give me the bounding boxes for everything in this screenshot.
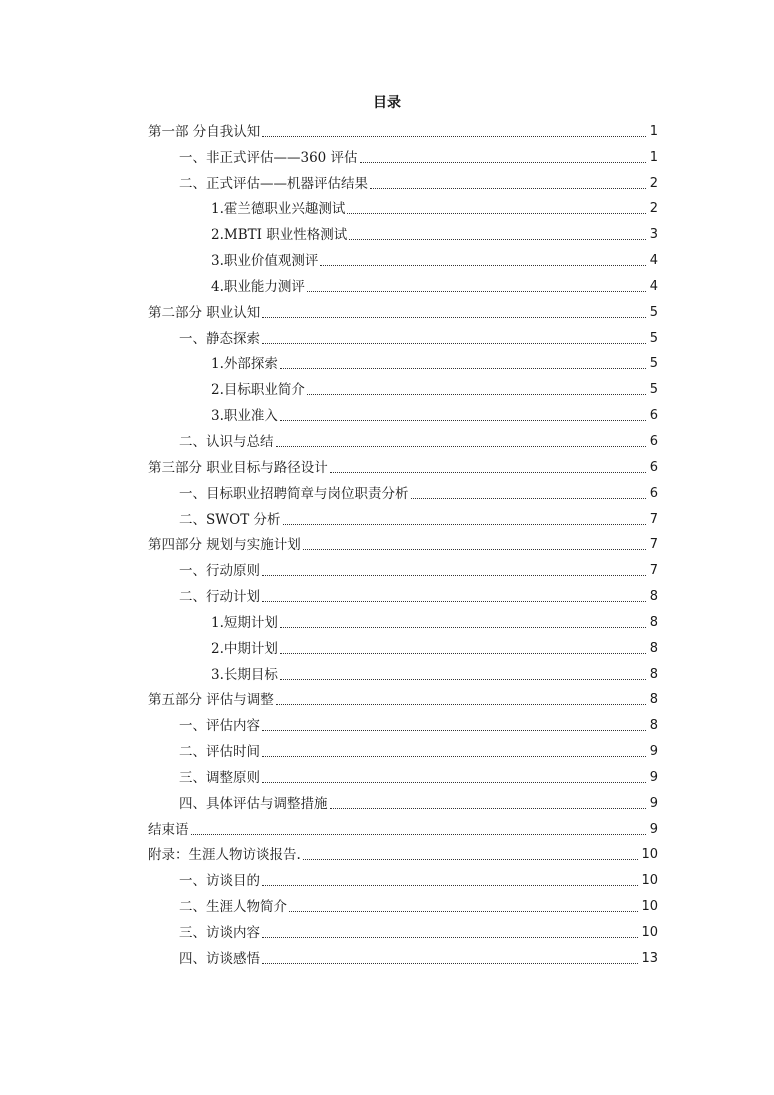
- dot-leader: [289, 911, 638, 912]
- table-of-contents: [148, 117, 658, 970]
- toc-entry-page-number: 6: [649, 485, 658, 501]
- toc-entry-label: 一、行动原则: [179, 563, 260, 580]
- toc-entry[interactable]: [148, 169, 658, 195]
- toc-entry-page-number: 8: [649, 640, 658, 656]
- toc-entry-page-number: 6: [649, 459, 658, 475]
- toc-entry[interactable]: [148, 815, 658, 841]
- toc-entry-label: 2.目标职业简介: [211, 382, 305, 399]
- toc-entry-label: 4.职业能力测评: [211, 278, 305, 295]
- toc-entry-page-number: 10: [641, 925, 658, 940]
- dot-leader: [276, 446, 647, 447]
- toc-entry[interactable]: [148, 324, 658, 350]
- dot-leader: [280, 368, 646, 369]
- toc-entry[interactable]: [148, 531, 658, 557]
- toc-entry-label: 二、评估时间: [179, 744, 260, 761]
- toc-entry-label: 二、行动计划: [179, 589, 260, 606]
- toc-entry-label: 一、访谈目的: [179, 873, 260, 890]
- toc-entry[interactable]: [148, 918, 658, 944]
- toc-entry-label: 三、调整原则: [179, 769, 260, 786]
- dot-leader: [280, 420, 646, 421]
- toc-entry-label: 第三部分 职业目标与路径设计: [148, 459, 328, 476]
- dot-leader: [330, 472, 646, 473]
- dot-leader: [349, 239, 646, 240]
- dot-leader: [307, 394, 646, 395]
- toc-entry-page-number: 5: [649, 382, 658, 398]
- dot-leader: [283, 524, 647, 525]
- toc-entry[interactable]: [148, 479, 658, 505]
- toc-entry[interactable]: [148, 841, 658, 867]
- toc-entry-label: 1.霍兰德职业兴趣测试: [211, 201, 346, 218]
- toc-entry-page-number: 13: [641, 950, 658, 966]
- toc-entry[interactable]: [148, 453, 658, 479]
- dot-leader: [262, 575, 646, 576]
- dot-leader: [262, 317, 646, 318]
- dot-leader: [307, 291, 646, 292]
- toc-entry-label: 四、具体评估与调整措施: [179, 795, 328, 812]
- toc-entry-label: 第二部分 职业认知: [148, 304, 261, 321]
- toc-entry[interactable]: [148, 350, 658, 376]
- toc-entry-page-number: 8: [649, 589, 658, 605]
- toc-entry[interactable]: [148, 195, 658, 221]
- toc-entry[interactable]: [148, 401, 658, 427]
- toc-entry-page-number: 2: [649, 175, 658, 191]
- toc-entry-label: 二、生涯人物简介: [179, 899, 287, 916]
- toc-entry[interactable]: [148, 634, 658, 660]
- toc-entry-label: 1.短期计划: [211, 614, 278, 631]
- toc-entry[interactable]: [148, 375, 658, 401]
- toc-entry-page-number: 5: [649, 330, 658, 346]
- dot-leader: [276, 704, 646, 705]
- toc-entry[interactable]: [148, 220, 658, 246]
- toc-entry-page-number: 10: [641, 899, 658, 915]
- toc-entry-page-number: 9: [649, 821, 658, 837]
- toc-entry-label: 一、评估内容: [179, 718, 260, 735]
- toc-entry-page-number: 7: [649, 537, 658, 553]
- toc-entry-page-number: 8: [649, 718, 658, 734]
- toc-entry-label: 二、正式评估——机器评估结果: [179, 175, 368, 192]
- toc-entry[interactable]: [148, 117, 658, 143]
- toc-entry[interactable]: [148, 246, 658, 272]
- dot-leader: [262, 756, 646, 757]
- toc-entry[interactable]: [148, 686, 658, 712]
- toc-entry-label: 一、目标职业招聘简章与岗位职责分析: [179, 485, 409, 502]
- dot-leader: [191, 834, 647, 835]
- dot-leader: [262, 782, 646, 783]
- dot-leader: [262, 963, 638, 964]
- toc-entry-page-number: 5: [649, 356, 658, 372]
- dot-leader: [280, 653, 646, 654]
- toc-entry-label: 三、访谈内容: [179, 925, 260, 941]
- dot-leader: [262, 601, 646, 602]
- toc-entry-label: 3.职业准入: [211, 408, 278, 425]
- dot-leader: [347, 213, 646, 214]
- toc-entry[interactable]: [148, 505, 658, 531]
- toc-entry-page-number: 1: [649, 149, 658, 165]
- toc-entry-page-number: 9: [649, 795, 658, 811]
- toc-entry[interactable]: [148, 660, 658, 686]
- toc-entry[interactable]: [148, 608, 658, 634]
- toc-entry-label: 二、SWOT 分析: [179, 511, 281, 528]
- toc-entry-label: 2.MBTI 职业性格测试: [211, 227, 348, 244]
- toc-entry-page-number: 6: [649, 408, 658, 424]
- toc-entry-page-number: 10: [641, 873, 658, 889]
- dot-leader: [330, 808, 647, 809]
- toc-entry[interactable]: [148, 272, 658, 298]
- dot-leader: [262, 885, 638, 886]
- toc-entry-page-number: 1: [649, 123, 658, 139]
- toc-entry[interactable]: [148, 582, 658, 608]
- toc-entry[interactable]: [148, 143, 658, 169]
- dot-leader: [280, 627, 646, 628]
- toc-entry-page-number: 7: [649, 563, 658, 579]
- toc-entry-label: 第一部 分自我认知: [148, 123, 261, 140]
- dot-leader: [411, 498, 647, 499]
- dot-leader: [370, 188, 646, 189]
- toc-entry-page-number: 5: [649, 304, 658, 320]
- toc-entry[interactable]: [148, 711, 658, 737]
- toc-entry-label: 1.外部探索: [211, 356, 278, 373]
- toc-entry-label: 结束语: [148, 821, 189, 838]
- toc-entry-label: 2.中期计划: [211, 640, 278, 657]
- toc-entry-label: 附录：生涯人物访谈报告.: [148, 847, 301, 864]
- toc-entry-label: 一、非正式评估——360 评估: [179, 149, 358, 166]
- toc-entry-label: 第四部分 规划与实施计划: [148, 537, 301, 554]
- dot-leader: [320, 265, 646, 266]
- dot-leader: [360, 162, 646, 163]
- dot-leader: [303, 549, 646, 550]
- toc-entry-label: 四、访谈感悟: [179, 950, 260, 967]
- toc-entry-page-number: 3: [649, 227, 658, 243]
- toc-entry-label: 二、认识与总结: [179, 433, 274, 450]
- toc-title: 目录: [373, 95, 401, 111]
- toc-entry-label: 3.职业价值观测评: [211, 253, 319, 270]
- toc-entry-label: 3.长期目标: [211, 666, 278, 683]
- toc-entry-page-number: 7: [649, 511, 658, 527]
- toc-entry[interactable]: [148, 944, 658, 970]
- dot-leader: [262, 343, 646, 344]
- toc-entry[interactable]: [148, 298, 658, 324]
- toc-entry-page-number: 8: [649, 692, 658, 708]
- toc-entry-page-number: 2: [649, 201, 658, 217]
- toc-entry[interactable]: [148, 892, 658, 918]
- dot-leader: [262, 136, 646, 137]
- toc-entry[interactable]: [148, 763, 658, 789]
- toc-entry[interactable]: [148, 866, 658, 892]
- toc-entry-page-number: 8: [649, 666, 658, 682]
- toc-entry-page-number: 6: [649, 433, 658, 449]
- toc-entry-label: 第五部分 评估与调整: [148, 692, 274, 709]
- toc-entry-page-number: 9: [649, 769, 658, 785]
- toc-entry[interactable]: [148, 789, 658, 815]
- dot-leader: [262, 730, 646, 731]
- toc-entry-page-number: 4: [649, 253, 658, 269]
- toc-entry[interactable]: [148, 737, 658, 763]
- toc-entry-page-number: 10: [641, 847, 658, 863]
- dot-leader: [303, 859, 639, 860]
- toc-entry-page-number: 9: [649, 744, 658, 760]
- dot-leader: [280, 679, 646, 680]
- toc-entry-page-number: 4: [649, 278, 658, 294]
- toc-entry[interactable]: [148, 427, 658, 453]
- toc-entry[interactable]: [148, 556, 658, 582]
- toc-entry-page-number: 8: [649, 614, 658, 630]
- toc-entry-label: 一、静态探索: [179, 330, 260, 347]
- dot-leader: [262, 937, 638, 938]
